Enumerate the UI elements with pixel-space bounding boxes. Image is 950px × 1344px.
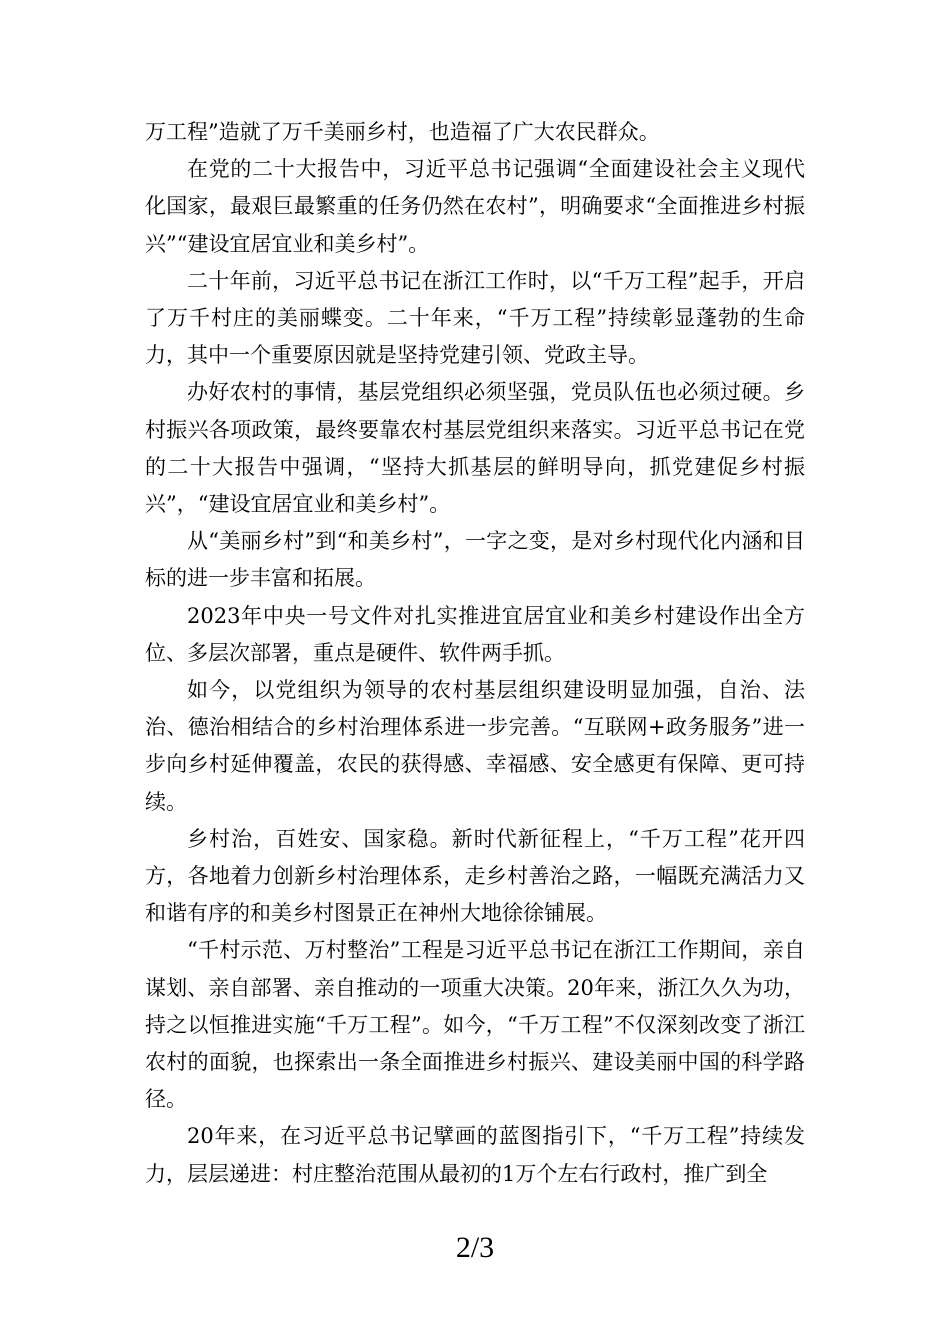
body-text: [145, 114, 805, 1193]
paragraph: 二十年前，习近平总书记在浙江工作时，以“千万工程”起手，开启了万千村庄的美丽蝶变。二十年来，“千万工程”持续彰显蓬勃的生命力，其中一个重要原因就是坚持党建引领、党政主导。: [145, 268, 805, 368]
paragraph: 乡村治，百姓安、国家稳。新时代新征程上，“千万工程”花开四方，各地着力创新乡村治理体系，走乡村善治之路，一幅既充满活力又和谐有序的和美乡村图景正在神州大地徐徐铺展。: [145, 826, 805, 926]
paragraph-continued: 万工程”造就了万千美丽乡村，也造福了广大农民群众。: [145, 120, 660, 144]
page-number: 2/3: [455, 1231, 495, 1264]
paragraph: 20年来，在习近平总书记擘画的蓝图指引下，“千万工程”持续发力，层层递进：村庄整治范围从最初的1万个左右行政村，推广到全: [145, 1124, 805, 1186]
paragraph: 办好农村的事情，基层党组织必须坚强，党员队伍也必须过硬。乡村振兴各项政策，最终要靠农村基层党组织来落实。习近平总书记在党的二十大报告中强调，“坚持大抓基层的鲜明导向，抓党建促乡村振兴”，“建设宜居宜业和美乡村”。: [145, 380, 805, 517]
paragraph: 从“美丽乡村”到“和美乡村”，一字之变，是对乡村现代化内涵和目标的进一步丰富和拓展。: [145, 529, 805, 591]
paragraph: “千村示范、万村整治”工程是习近平总书记在浙江工作期间，亲自谋划、亲自部署、亲自推动的一项重大决策。20年来，浙江久久为功，持之以恒推进实施“千万工程”。如今，“千万工程”不仅深刻改变了浙江农村的面貌，也探索出一条全面推进乡村振兴、建设美丽中国的科学路径。: [145, 938, 805, 1112]
paragraph: 2023年中央一号文件对扎实推进宜居宜业和美乡村建设作出全方位、多层次部署，重点是硬件、软件两手抓。: [145, 603, 805, 665]
paragraph: 在党的二十大报告中，习近平总书记强调“全面建设社会主义现代化国家，最艰巨最繁重的任务仍然在农村”，明确要求“全面推进乡村振兴”“建设宜居宜业和美乡村”。: [145, 157, 805, 256]
paragraph: 如今，以党组织为领导的农村基层组织建设明显加强，自治、法治、德治相结合的乡村治理体系进一步完善。“互联网+政务服务”进一步向乡村延伸覆盖，农民的获得感、幸福感、安全感更有保障、更可持续。: [145, 678, 805, 814]
